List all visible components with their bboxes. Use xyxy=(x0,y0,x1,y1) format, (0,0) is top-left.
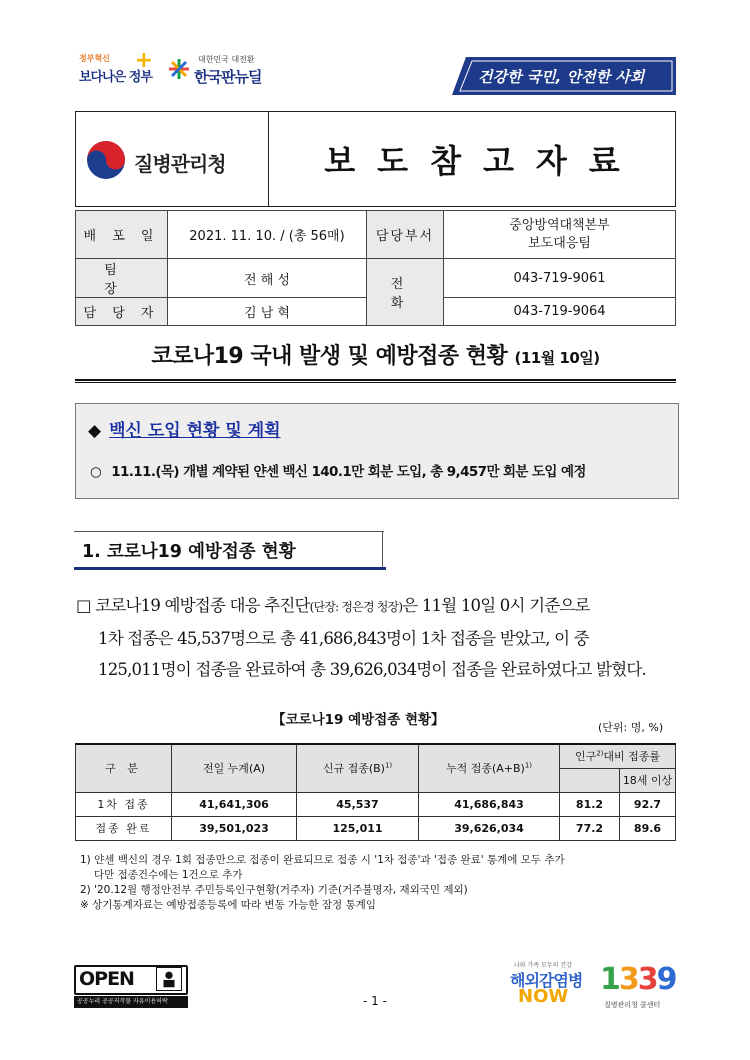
staff-label: 담 당 자 xyxy=(76,298,168,326)
hotline-digit-4: 9 xyxy=(656,962,676,997)
headline-date: (11월 10일) xyxy=(514,349,600,367)
table-unit: (단위: 명, %) xyxy=(598,721,664,734)
th-adult: 18세 이상 xyxy=(620,768,676,792)
th-pop-text: 인구 xyxy=(574,750,597,764)
attribution-icon xyxy=(156,967,182,991)
hotline-number xyxy=(600,962,676,997)
footnotes xyxy=(80,853,565,913)
section-title: 1. 코로나19 예방접종 현황 xyxy=(82,542,296,562)
travel-small-text: 나와 가족 모두의 건강 xyxy=(514,962,572,969)
th-pop xyxy=(560,744,676,768)
hotline-caption: 질병관리청 콜센터 xyxy=(604,1001,661,1009)
table-caption: 【코로나19 예방접종 현황】 xyxy=(272,712,445,728)
headline-rule xyxy=(75,379,676,383)
th-new-text: 신규 접종(B) xyxy=(322,762,385,776)
headline-main: 코로나19 국내 발생 및 예방접종 현황 xyxy=(151,344,508,369)
hotline-digit-3: 3 xyxy=(637,962,657,997)
th-pop-rest: 대비 접종률 xyxy=(603,750,661,764)
summary-box xyxy=(75,403,679,499)
diamond-bullet-icon: ◆ xyxy=(88,421,102,441)
dist-date-label: 배 포 일 xyxy=(76,211,168,259)
phone-2: 043-719-9064 xyxy=(444,298,676,326)
para-line-1 xyxy=(76,590,680,623)
hotline-1339-logo xyxy=(600,960,676,1010)
dept-value-line2: 보도대응팀 xyxy=(528,235,591,251)
dist-date-value: 2021. 11. 10. / (총 56매) xyxy=(168,211,367,259)
row1-adult: 92.7 xyxy=(620,792,676,816)
gov-logo-small-text: 정부혁신 xyxy=(79,54,110,63)
page-number: - 1 - xyxy=(363,994,387,1008)
travel-now-text: NOW xyxy=(518,986,569,1007)
body-paragraph xyxy=(76,590,680,685)
new-deal-main-text: 한국판뉴딜 xyxy=(194,68,262,86)
agency-block xyxy=(76,112,269,206)
th-cum xyxy=(419,744,560,792)
th-cum-sup: 1) xyxy=(524,761,533,770)
th-pop-sup: 2) xyxy=(596,749,604,758)
footnote-1-cont: 다만 접종건수에는 1건으로 추가 xyxy=(94,869,243,881)
row2-cum: 39,626,034 xyxy=(419,816,560,840)
row2-prev: 39,501,023 xyxy=(172,816,297,840)
footnote-3: ※ 상기통계자료는 예방접종등록에 따라 변동 가능한 잠정 통계임 xyxy=(80,899,376,911)
circle-bullet-icon: ○ xyxy=(90,464,102,480)
summary-heading-text: 백신 도입 현황 및 계획 xyxy=(109,421,281,441)
dept-value xyxy=(444,211,676,259)
section-top-line xyxy=(74,531,384,532)
vaccination-table xyxy=(75,743,676,841)
dept-label: 담당부서 xyxy=(367,211,444,259)
square-bullet-icon: □ xyxy=(76,596,91,615)
table-row xyxy=(76,816,676,840)
gov-innovation-logo xyxy=(76,50,154,90)
row1-new: 45,537 xyxy=(297,792,419,816)
korean-new-deal-logo xyxy=(168,52,288,88)
summary-line xyxy=(90,460,586,480)
th-pop-blank xyxy=(560,768,620,792)
row1-pop: 81.2 xyxy=(560,792,620,816)
team-lead-value: 전 해 성 xyxy=(168,259,367,298)
section-heading xyxy=(74,531,386,569)
agency-name: 질병관리청 xyxy=(134,152,226,176)
th-new xyxy=(297,744,419,792)
dept-value-line1: 중앙방역대책본부 xyxy=(509,217,610,233)
overseas-infection-logo xyxy=(508,960,592,1010)
section-underline xyxy=(74,567,386,570)
para-line-1a: 코로나19 예방접종 대응 추진단 xyxy=(95,596,310,615)
open-text: OPEN xyxy=(79,968,134,990)
footnote-1: 1) 얀센 백신의 경우 1회 접종만으로 접종이 완료되므로 접종 시 '1차 접종'과 '접종 완료' 통계에 모두 추가 xyxy=(80,854,565,866)
row2-new: 125,011 xyxy=(297,816,419,840)
footnote-2: 2) '20.12월 행정안전부 주민등록인구현황(거주자) 기준(거주불명자, 재외국민 제외) xyxy=(80,884,468,896)
slogan-text: 건강한 국민, 안전한 사회 xyxy=(478,68,645,86)
summary-heading xyxy=(88,416,281,441)
headline xyxy=(75,339,676,370)
phone-1: 043-719-9061 xyxy=(444,259,676,298)
para-line-3: 125,011명이 접종을 완료하여 총 39,626,034명이 접종을 완료하였다고 밝혔다. xyxy=(98,660,646,679)
table-row xyxy=(76,792,676,816)
row1-prev: 41,641,306 xyxy=(172,792,297,816)
row2-pop: 77.2 xyxy=(560,816,620,840)
document-title: 보도참고자료 xyxy=(324,142,642,180)
row2-adult: 89.6 xyxy=(620,816,676,840)
th-new-sup: 1) xyxy=(384,761,393,770)
new-deal-mark-icon xyxy=(168,58,190,80)
th-category: 구 분 xyxy=(76,744,172,792)
staff-value: 김 남 혁 xyxy=(168,298,367,326)
travel-main-text: 해외감염병 xyxy=(510,971,583,990)
row1-cum: 41,686,843 xyxy=(419,792,560,816)
para-line-1b: (단장: 정은경 청장) xyxy=(309,600,403,614)
row2-category: 접종 완료 xyxy=(76,816,172,840)
hotline-digit-1: 1 xyxy=(600,962,619,997)
phone-label: 전 화 xyxy=(367,259,444,326)
para-line-2: 1차 접종은 45,537명으로 총 41,686,843명이 1차 접종을 받았고, 이 중 xyxy=(98,629,589,648)
press-header xyxy=(75,111,676,207)
slogan-banner xyxy=(452,57,676,95)
section-right-line xyxy=(382,531,383,567)
gov-logo-main-text: 보다나은 정부 xyxy=(79,70,152,85)
th-cum-text: 누적 접종(A+B) xyxy=(445,762,525,776)
summary-line-text: 11.11.(목) 개별 계약된 얀센 백신 140.1만 회분 도입, 총 9,457만 회분 도입 예정 xyxy=(111,464,586,480)
distribution-info-table xyxy=(75,210,676,326)
team-lead-label: 팀 장 xyxy=(76,259,168,298)
plus-icon: + xyxy=(134,48,153,73)
open-caption: 공공누리 공공저작물 자유이용허락 xyxy=(74,996,188,1008)
row1-category: 1차 접종 xyxy=(76,792,172,816)
kdca-emblem-icon xyxy=(86,140,126,180)
th-prev: 전일 누계(A) xyxy=(172,744,297,792)
new-deal-small-text: 대한민국 대전환 xyxy=(198,55,255,64)
para-line-1c: 은 11월 10일 0시 기준으로 xyxy=(402,596,590,615)
hotline-digit-2: 3 xyxy=(618,962,638,997)
